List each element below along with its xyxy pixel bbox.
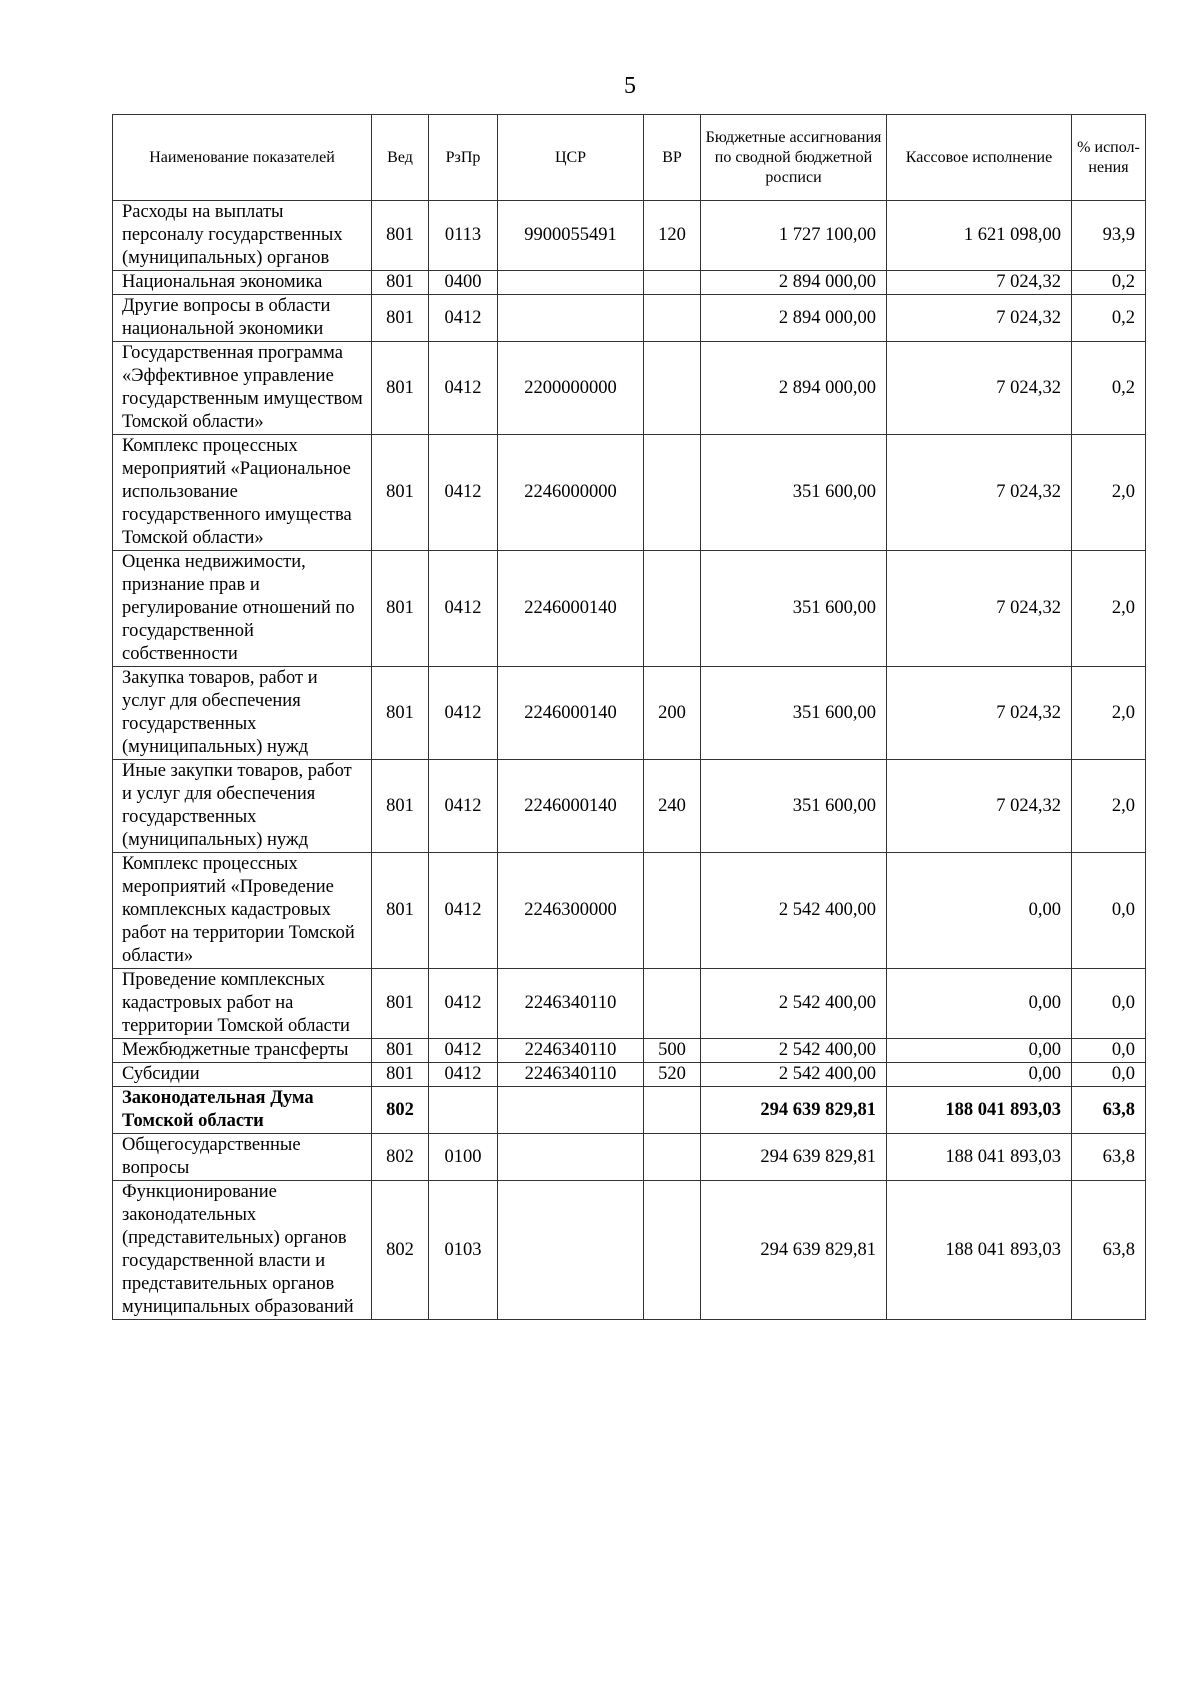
cell-assignments: 2 894 000,00 — [701, 271, 887, 295]
cell-vr — [644, 1134, 701, 1181]
cell-name: Проведение комплексных кадастровых работ на территории Томской области — [113, 969, 372, 1039]
cell-name: Национальная экономика — [113, 271, 372, 295]
cell-csr: 2246340110 — [498, 1039, 644, 1063]
cell-csr — [498, 1134, 644, 1181]
cell-rzpr: 0412 — [429, 969, 498, 1039]
cell-ved: 801 — [372, 969, 429, 1039]
header-name: Наименование показателей — [113, 115, 372, 201]
cell-percent: 0,2 — [1072, 295, 1146, 342]
cell-percent: 63,8 — [1072, 1134, 1146, 1181]
cell-cash-execution: 7 024,32 — [887, 271, 1072, 295]
cell-csr — [498, 271, 644, 295]
cell-rzpr: 0412 — [429, 295, 498, 342]
cell-vr — [644, 1181, 701, 1320]
cell-rzpr: 0113 — [429, 201, 498, 271]
cell-rzpr: 0412 — [429, 1063, 498, 1087]
header-assignments: Бюджетные ассигнования по сводной бюджетной росписи — [701, 115, 887, 201]
budget-execution-table — [112, 114, 1146, 1320]
cell-assignments: 351 600,00 — [701, 435, 887, 551]
cell-csr: 2200000000 — [498, 342, 644, 435]
cell-cash-execution: 7 024,32 — [887, 295, 1072, 342]
cell-vr — [644, 435, 701, 551]
cell-ved: 801 — [372, 201, 429, 271]
table-row — [113, 853, 1146, 969]
cell-cash-execution: 7 024,32 — [887, 435, 1072, 551]
cell-ved: 801 — [372, 435, 429, 551]
cell-vr — [644, 853, 701, 969]
cell-rzpr: 0412 — [429, 342, 498, 435]
cell-name: Общегосударственные вопросы — [113, 1134, 372, 1181]
table-row — [113, 1087, 1146, 1134]
table-row — [113, 1181, 1146, 1320]
cell-vr — [644, 551, 701, 667]
cell-assignments: 351 600,00 — [701, 667, 887, 760]
cell-rzpr: 0412 — [429, 760, 498, 853]
cell-ved: 801 — [372, 1039, 429, 1063]
table-header-row — [113, 115, 1146, 201]
cell-ved: 801 — [372, 853, 429, 969]
cell-percent: 2,0 — [1072, 435, 1146, 551]
cell-assignments: 2 542 400,00 — [701, 1039, 887, 1063]
table-row — [113, 1134, 1146, 1181]
table-row — [113, 342, 1146, 435]
cell-ved: 802 — [372, 1087, 429, 1134]
cell-percent: 2,0 — [1072, 667, 1146, 760]
cell-ved: 801 — [372, 342, 429, 435]
header-cash-execution: Кассовое исполнение — [887, 115, 1072, 201]
cell-name: Законодательная Дума Томской области — [113, 1087, 372, 1134]
cell-csr: 2246000140 — [498, 760, 644, 853]
cell-cash-execution: 188 041 893,03 — [887, 1087, 1072, 1134]
cell-name: Закупка товаров, работ и услуг для обеспечения государственных (муниципальных) нужд — [113, 667, 372, 760]
cell-csr: 2246000140 — [498, 551, 644, 667]
header-ved: Вед — [372, 115, 429, 201]
cell-percent: 2,0 — [1072, 551, 1146, 667]
cell-rzpr: 0103 — [429, 1181, 498, 1320]
cell-csr — [498, 295, 644, 342]
header-vr: ВР — [644, 115, 701, 201]
cell-cash-execution: 0,00 — [887, 1063, 1072, 1087]
cell-vr — [644, 295, 701, 342]
cell-vr: 520 — [644, 1063, 701, 1087]
table-row — [113, 435, 1146, 551]
cell-csr — [498, 1181, 644, 1320]
table-row — [113, 760, 1146, 853]
cell-assignments: 294 639 829,81 — [701, 1087, 887, 1134]
cell-rzpr: 0412 — [429, 551, 498, 667]
cell-cash-execution: 7 024,32 — [887, 551, 1072, 667]
header-rzpr: РзПр — [429, 115, 498, 201]
cell-name: Оценка недвижимости, признание прав и регулирование отношений по государственной собственности — [113, 551, 372, 667]
cell-percent: 93,9 — [1072, 201, 1146, 271]
cell-assignments: 294 639 829,81 — [701, 1134, 887, 1181]
cell-assignments: 2 894 000,00 — [701, 295, 887, 342]
table-row — [113, 667, 1146, 760]
cell-csr — [498, 1087, 644, 1134]
cell-name: Субсидии — [113, 1063, 372, 1087]
cell-name: Комплекс процессных мероприятий «Рациональное использование государственного имущества Томской области» — [113, 435, 372, 551]
cell-cash-execution: 7 024,32 — [887, 667, 1072, 760]
cell-name: Иные закупки товаров, работ и услуг для обеспечения государственных (муниципальных) нужд — [113, 760, 372, 853]
cell-vr — [644, 342, 701, 435]
cell-name: Государственная программа «Эффективное управление государственным имуществом Томской области» — [113, 342, 372, 435]
cell-csr: 2246340110 — [498, 1063, 644, 1087]
cell-name: Расходы на выплаты персоналу государственных (муниципальных) органов — [113, 201, 372, 271]
cell-csr: 2246000140 — [498, 667, 644, 760]
cell-rzpr: 0400 — [429, 271, 498, 295]
cell-ved: 801 — [372, 551, 429, 667]
cell-percent: 0,2 — [1072, 342, 1146, 435]
cell-ved: 801 — [372, 1063, 429, 1087]
cell-assignments: 351 600,00 — [701, 551, 887, 667]
table-row — [113, 271, 1146, 295]
table-row — [113, 295, 1146, 342]
cell-ved: 802 — [372, 1134, 429, 1181]
cell-assignments: 351 600,00 — [701, 760, 887, 853]
header-percent: % испол-нения — [1072, 115, 1146, 201]
table-body — [113, 201, 1146, 1320]
cell-vr — [644, 1087, 701, 1134]
cell-rzpr: 0412 — [429, 853, 498, 969]
cell-ved: 801 — [372, 271, 429, 295]
cell-assignments: 294 639 829,81 — [701, 1181, 887, 1320]
cell-rzpr: 0412 — [429, 435, 498, 551]
cell-vr: 240 — [644, 760, 701, 853]
cell-assignments: 2 542 400,00 — [701, 969, 887, 1039]
cell-percent: 2,0 — [1072, 760, 1146, 853]
header-csr: ЦСР — [498, 115, 644, 201]
cell-cash-execution: 7 024,32 — [887, 760, 1072, 853]
cell-csr: 2246000000 — [498, 435, 644, 551]
cell-name: Комплекс процессных мероприятий «Проведение комплексных кадастровых работ на территории Томской области» — [113, 853, 372, 969]
cell-assignments: 2 894 000,00 — [701, 342, 887, 435]
table-row — [113, 1063, 1146, 1087]
cell-assignments: 1 727 100,00 — [701, 201, 887, 271]
cell-rzpr: 0412 — [429, 1039, 498, 1063]
cell-percent: 0,0 — [1072, 969, 1146, 1039]
page-number: 5 — [624, 73, 636, 99]
table-row — [113, 969, 1146, 1039]
table-row — [113, 201, 1146, 271]
cell-cash-execution: 0,00 — [887, 969, 1072, 1039]
cell-ved: 801 — [372, 295, 429, 342]
table-row — [113, 551, 1146, 667]
cell-csr: 2246300000 — [498, 853, 644, 969]
cell-cash-execution: 1 621 098,00 — [887, 201, 1072, 271]
cell-ved: 802 — [372, 1181, 429, 1320]
cell-vr: 200 — [644, 667, 701, 760]
cell-cash-execution: 188 041 893,03 — [887, 1134, 1072, 1181]
cell-cash-execution: 0,00 — [887, 1039, 1072, 1063]
cell-cash-execution: 0,00 — [887, 853, 1072, 969]
cell-percent: 0,0 — [1072, 853, 1146, 969]
cell-percent: 63,8 — [1072, 1181, 1146, 1320]
cell-percent: 63,8 — [1072, 1087, 1146, 1134]
cell-cash-execution: 7 024,32 — [887, 342, 1072, 435]
cell-name: Межбюджетные трансферты — [113, 1039, 372, 1063]
cell-assignments: 2 542 400,00 — [701, 1063, 887, 1087]
cell-name: Функционирование законодательных (представительных) органов государственной власти и представительных органов муниципальных образований — [113, 1181, 372, 1320]
cell-percent: 0,2 — [1072, 271, 1146, 295]
cell-name: Другие вопросы в области национальной экономики — [113, 295, 372, 342]
table-row — [113, 1039, 1146, 1063]
cell-csr: 2246340110 — [498, 969, 644, 1039]
cell-vr — [644, 969, 701, 1039]
cell-rzpr: 0412 — [429, 667, 498, 760]
cell-assignments: 2 542 400,00 — [701, 853, 887, 969]
cell-rzpr: 0100 — [429, 1134, 498, 1181]
cell-vr — [644, 271, 701, 295]
cell-percent: 0,0 — [1072, 1039, 1146, 1063]
cell-cash-execution: 188 041 893,03 — [887, 1181, 1072, 1320]
cell-rzpr — [429, 1087, 498, 1134]
cell-csr: 9900055491 — [498, 201, 644, 271]
cell-vr: 500 — [644, 1039, 701, 1063]
cell-ved: 801 — [372, 667, 429, 760]
cell-percent: 0,0 — [1072, 1063, 1146, 1087]
cell-ved: 801 — [372, 760, 429, 853]
cell-vr: 120 — [644, 201, 701, 271]
